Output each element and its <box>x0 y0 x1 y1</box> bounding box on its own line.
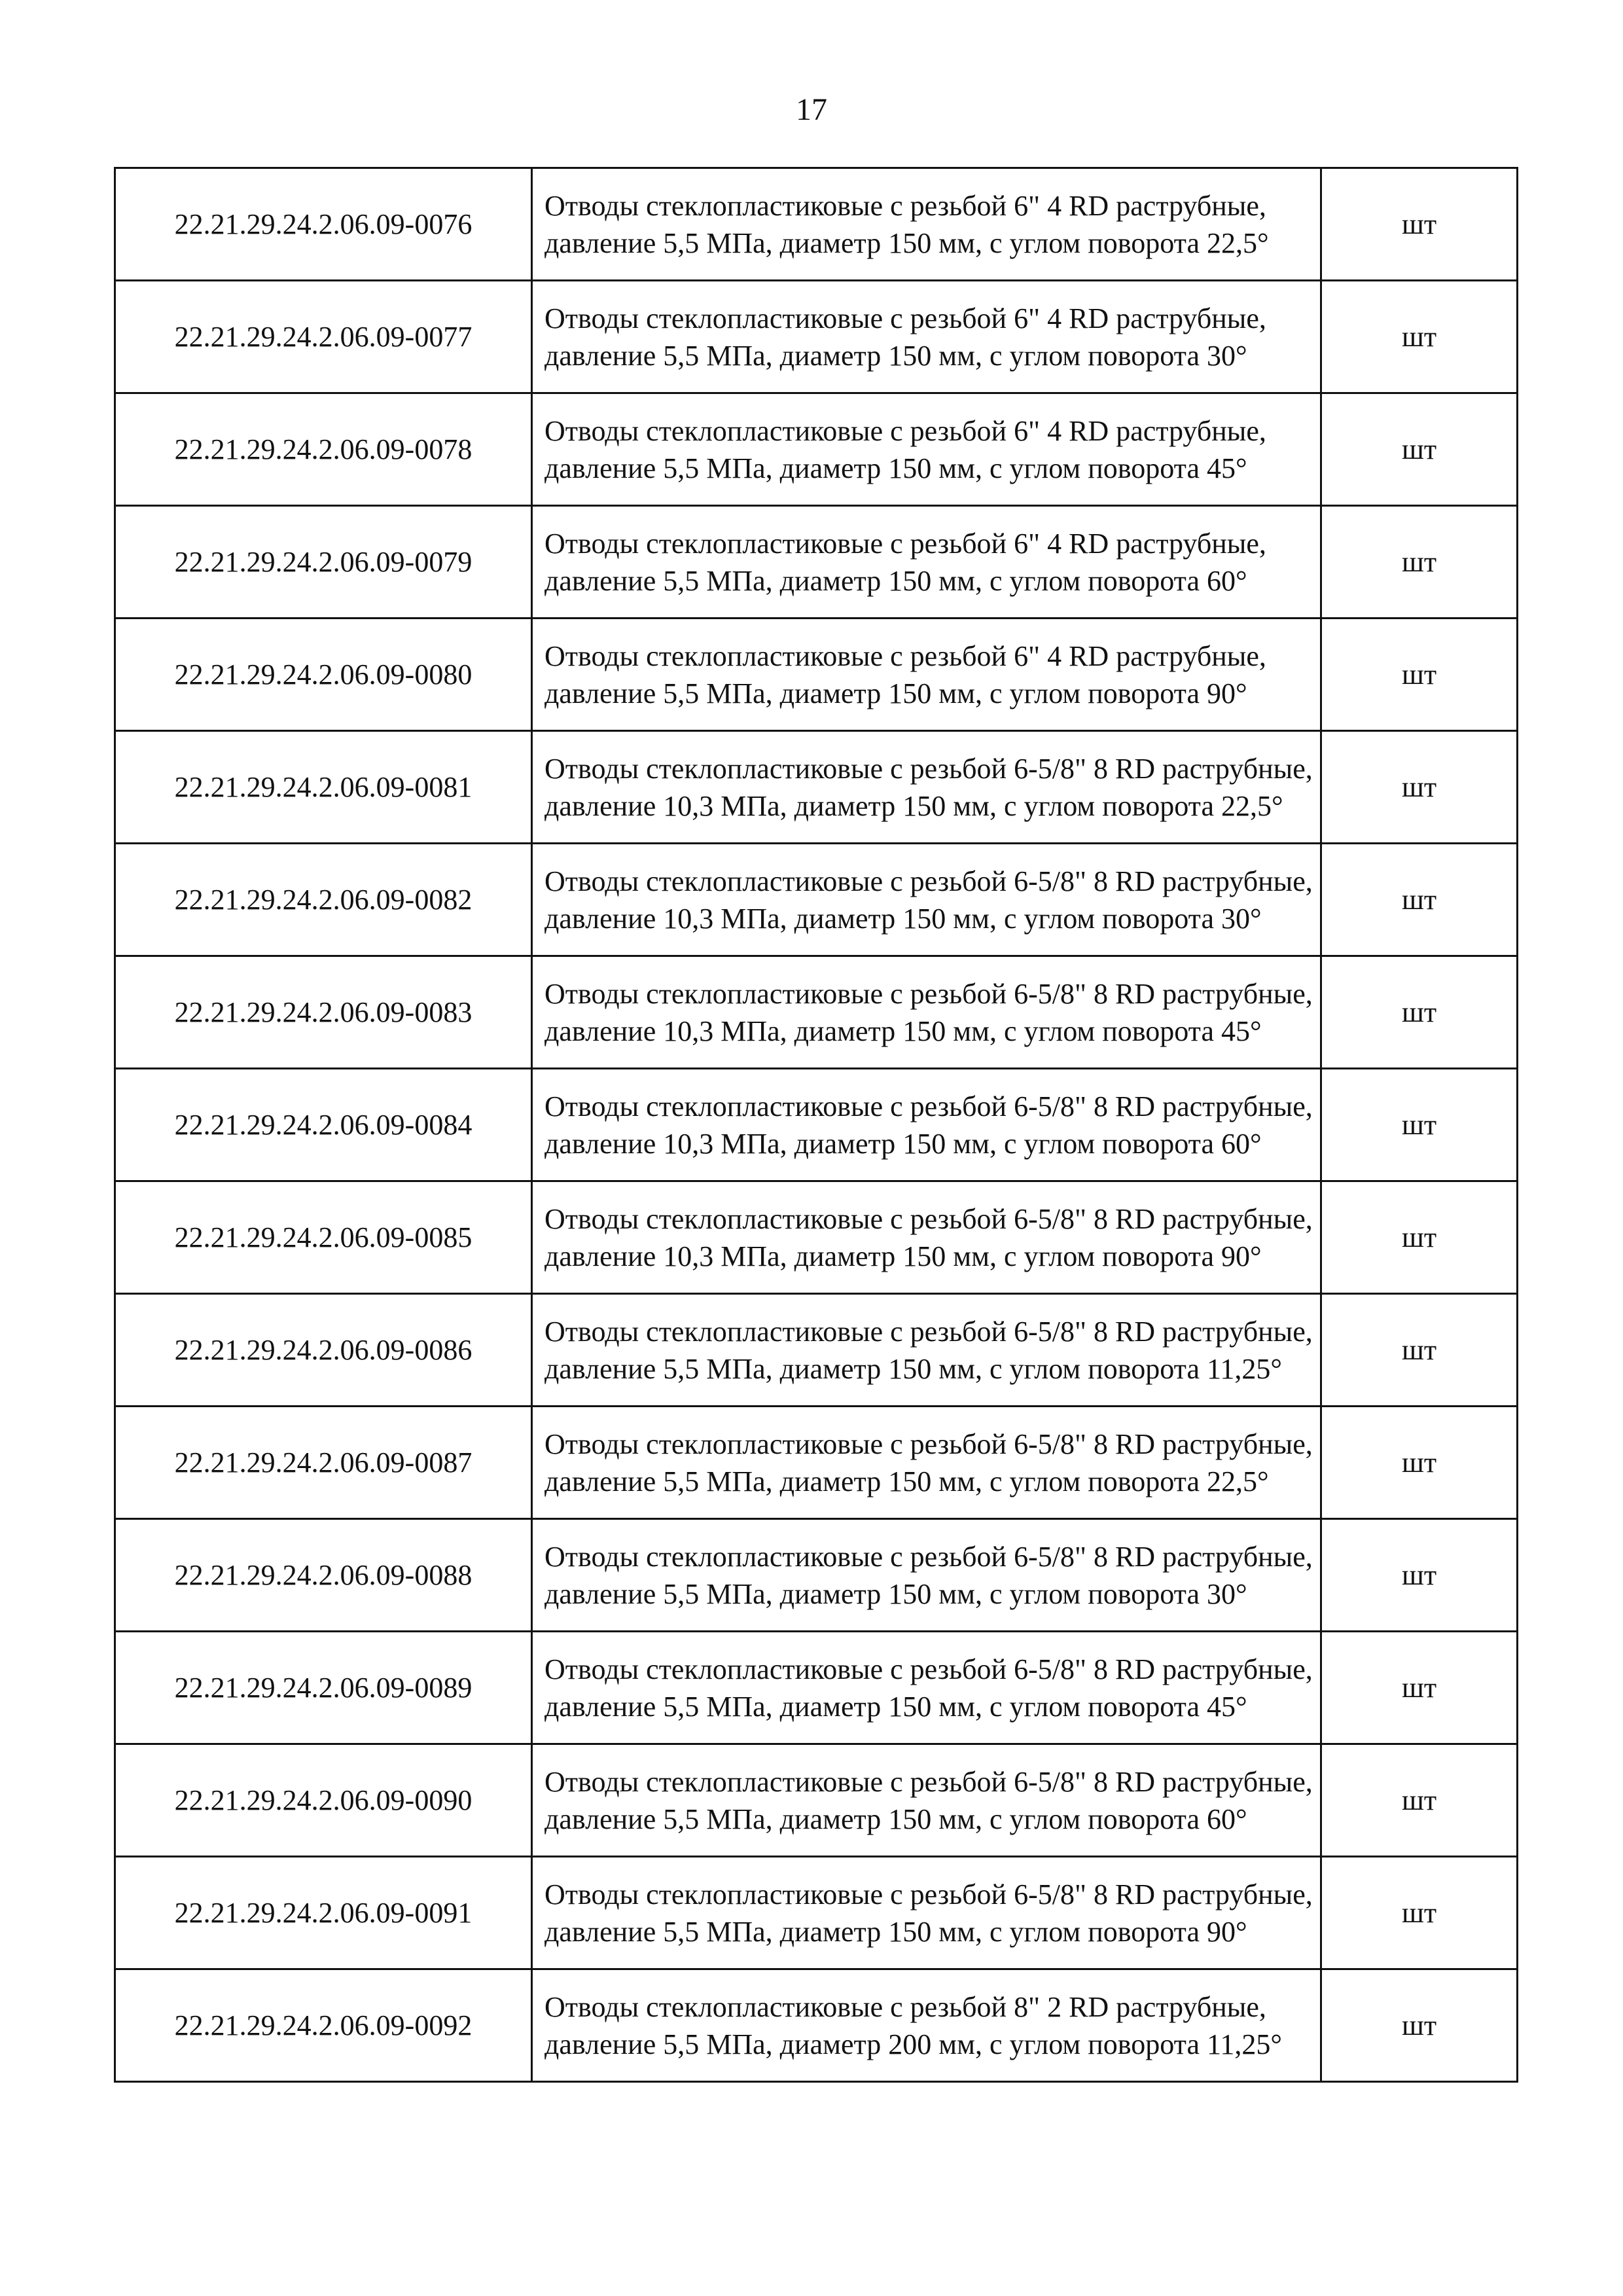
table-row <box>115 1969 1518 2082</box>
resource-description: Отводы стеклопластиковые с резьбой 6" 4 RD раструбные, давление 5,5 МПа, диаметр 150 мм, с углом поворота 45° <box>532 393 1321 506</box>
unit-of-measure: шт <box>1321 619 1518 731</box>
resource-description: Отводы стеклопластиковые с резьбой 6" 4 RD раструбные, давление 5,5 МПа, диаметр 150 мм, с углом поворота 30° <box>532 281 1321 393</box>
table-row <box>115 1294 1518 1407</box>
table-row <box>115 1181 1518 1294</box>
resource-description: Отводы стеклопластиковые с резьбой 6" 4 RD раструбные, давление 5,5 МПа, диаметр 150 мм, с углом поворота 60° <box>532 506 1321 619</box>
page-number: 17 <box>796 92 827 127</box>
resource-description: Отводы стеклопластиковые с резьбой 6-5/8" 8 RD раструбные, давление 5,5 МПа, диаметр 150 мм, с углом поворота 45° <box>532 1632 1321 1744</box>
resource-description: Отводы стеклопластиковые с резьбой 8" 2 RD раструбные, давление 5,5 МПа, диаметр 200 мм, с углом поворота 11,25° <box>532 1969 1321 2082</box>
unit-of-measure: шт <box>1321 1857 1518 1969</box>
unit-of-measure: шт <box>1321 506 1518 619</box>
unit-of-measure: шт <box>1321 844 1518 956</box>
unit-of-measure: шт <box>1321 168 1518 281</box>
table-row <box>115 956 1518 1069</box>
unit-of-measure: шт <box>1321 956 1518 1069</box>
unit-of-measure: шт <box>1321 1969 1518 2082</box>
table-row <box>115 731 1518 844</box>
table-row <box>115 393 1518 506</box>
resource-code: 22.21.29.24.2.06.09-0078 <box>115 393 532 506</box>
table-row <box>115 844 1518 956</box>
resource-description: Отводы стеклопластиковые с резьбой 6-5/8" 8 RD раструбные, давление 5,5 МПа, диаметр 150 мм, с углом поворота 30° <box>532 1519 1321 1632</box>
unit-of-measure: шт <box>1321 393 1518 506</box>
resource-table <box>114 167 1518 2083</box>
resource-description: Отводы стеклопластиковые с резьбой 6-5/8" 8 RD раструбные, давление 10,3 МПа, диаметр 150 мм, с углом поворота 45° <box>532 956 1321 1069</box>
table-row <box>115 619 1518 731</box>
unit-of-measure: шт <box>1321 1294 1518 1407</box>
resource-description: Отводы стеклопластиковые с резьбой 6-5/8" 8 RD раструбные, давление 5,5 МПа, диаметр 150 мм, с углом поворота 60° <box>532 1744 1321 1857</box>
unit-of-measure: шт <box>1321 1407 1518 1519</box>
table-row <box>115 1407 1518 1519</box>
resource-code: 22.21.29.24.2.06.09-0082 <box>115 844 532 956</box>
resource-description: Отводы стеклопластиковые с резьбой 6-5/8" 8 RD раструбные, давление 5,5 МПа, диаметр 150 мм, с углом поворота 22,5° <box>532 1407 1321 1519</box>
table-row <box>115 1519 1518 1632</box>
resource-code: 22.21.29.24.2.06.09-0085 <box>115 1181 532 1294</box>
resource-code: 22.21.29.24.2.06.09-0080 <box>115 619 532 731</box>
unit-of-measure: шт <box>1321 1519 1518 1632</box>
table-row <box>115 1744 1518 1857</box>
unit-of-measure: шт <box>1321 1744 1518 1857</box>
resource-description: Отводы стеклопластиковые с резьбой 6-5/8" 8 RD раструбные, давление 10,3 МПа, диаметр 150 мм, с углом поворота 30° <box>532 844 1321 956</box>
resource-code: 22.21.29.24.2.06.09-0088 <box>115 1519 532 1632</box>
resource-code: 22.21.29.24.2.06.09-0089 <box>115 1632 532 1744</box>
unit-of-measure: шт <box>1321 1069 1518 1181</box>
resource-code: 22.21.29.24.2.06.09-0090 <box>115 1744 532 1857</box>
table-row <box>115 1069 1518 1181</box>
table-row <box>115 1632 1518 1744</box>
table-row <box>115 1857 1518 1969</box>
resource-code: 22.21.29.24.2.06.09-0084 <box>115 1069 532 1181</box>
resource-code: 22.21.29.24.2.06.09-0077 <box>115 281 532 393</box>
resource-description: Отводы стеклопластиковые с резьбой 6" 4 RD раструбные, давление 5,5 МПа, диаметр 150 мм, с углом поворота 90° <box>532 619 1321 731</box>
resource-description: Отводы стеклопластиковые с резьбой 6" 4 RD раструбные, давление 5,5 МПа, диаметр 150 мм, с углом поворота 22,5° <box>532 168 1321 281</box>
resource-description: Отводы стеклопластиковые с резьбой 6-5/8" 8 RD раструбные, давление 10,3 МПа, диаметр 150 мм, с углом поворота 90° <box>532 1181 1321 1294</box>
unit-of-measure: шт <box>1321 281 1518 393</box>
resource-description: Отводы стеклопластиковые с резьбой 6-5/8" 8 RD раструбные, давление 10,3 МПа, диаметр 150 мм, с углом поворота 22,5° <box>532 731 1321 844</box>
unit-of-measure: шт <box>1321 731 1518 844</box>
resource-code: 22.21.29.24.2.06.09-0076 <box>115 168 532 281</box>
resource-code: 22.21.29.24.2.06.09-0087 <box>115 1407 532 1519</box>
resource-code: 22.21.29.24.2.06.09-0091 <box>115 1857 532 1969</box>
resource-code: 22.21.29.24.2.06.09-0086 <box>115 1294 532 1407</box>
table-body <box>115 168 1518 2082</box>
unit-of-measure: шт <box>1321 1632 1518 1744</box>
resource-description: Отводы стеклопластиковые с резьбой 6-5/8" 8 RD раструбные, давление 5,5 МПа, диаметр 150 мм, с углом поворота 11,25° <box>532 1294 1321 1407</box>
unit-of-measure: шт <box>1321 1181 1518 1294</box>
resource-code: 22.21.29.24.2.06.09-0092 <box>115 1969 532 2082</box>
resource-description: Отводы стеклопластиковые с резьбой 6-5/8" 8 RD раструбные, давление 10,3 МПа, диаметр 150 мм, с углом поворота 60° <box>532 1069 1321 1181</box>
resource-description: Отводы стеклопластиковые с резьбой 6-5/8" 8 RD раструбные, давление 5,5 МПа, диаметр 150 мм, с углом поворота 90° <box>532 1857 1321 1969</box>
table-row <box>115 168 1518 281</box>
resource-code: 22.21.29.24.2.06.09-0081 <box>115 731 532 844</box>
resource-code: 22.21.29.24.2.06.09-0079 <box>115 506 532 619</box>
table-row <box>115 506 1518 619</box>
resource-code: 22.21.29.24.2.06.09-0083 <box>115 956 532 1069</box>
table-row <box>115 281 1518 393</box>
